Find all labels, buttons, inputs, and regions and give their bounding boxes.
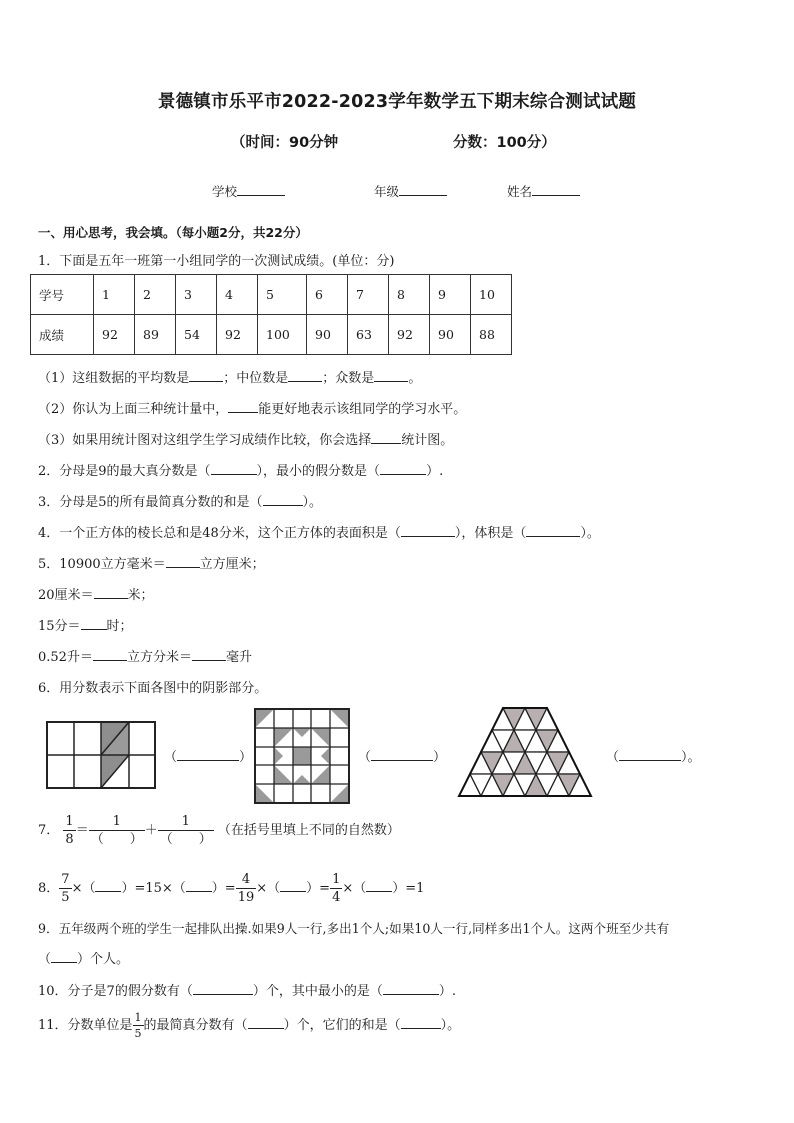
table-cell: 8 [389, 275, 430, 315]
table-row [31, 315, 512, 355]
table-cell: 6 [307, 275, 348, 315]
grade-blank[interactable] [399, 183, 447, 196]
answer-blank[interactable] [177, 749, 239, 761]
answer-blank[interactable] [81, 618, 107, 630]
question-5-line-4: 0.52升＝ 立方分米＝ 毫升 [38, 650, 252, 665]
exam-time: （时间：90分钟 [231, 135, 339, 151]
table-cell: 92 [217, 315, 258, 355]
question-5-line-1: 5．10900立方毫米＝ 立方厘米； [38, 557, 265, 572]
question-1-part-2: （2）你认为上面三种统计量中， 能更好地表示该组同学的学习水平。 [38, 402, 467, 417]
school-field [212, 182, 285, 200]
answer-blank[interactable] [383, 983, 439, 995]
question-8: 8． $\frac{7}{5}$ ×（ ）=15×（ ）= $\frac{4}{19}$ ×（ ）= $\frac{1}{4}$ ×（ ）=1 [38, 872, 425, 905]
table-cell: 88 [471, 315, 512, 355]
answer-blank[interactable] [211, 463, 257, 475]
school-blank[interactable] [237, 183, 285, 196]
answer-blank[interactable] [371, 749, 433, 761]
answer-blank[interactable] [186, 880, 212, 892]
table-cell: 5 [258, 275, 307, 315]
table-cell: 90 [430, 315, 471, 355]
answer-blank[interactable] [248, 1017, 284, 1029]
question-9-line-2: （ ）个人。 [38, 952, 130, 967]
answer-blank[interactable] [228, 401, 258, 413]
table-cell: 2 [135, 275, 176, 315]
question-4: 4．一个正方体的棱长总和是48分米，这个正方体的表面积是（ ），体积是（ ）。 [38, 526, 600, 541]
figure-1-answer: （ ） [164, 750, 253, 765]
question-5-line-3: 15分＝ 时； [38, 619, 133, 634]
question-1-part-1: （1）这组数据的平均数是 ；中位数是 ；众数是 。 [38, 371, 422, 386]
table-cell: 4 [217, 275, 258, 315]
table-cell: 89 [135, 315, 176, 355]
answer-blank[interactable] [619, 749, 681, 761]
answer-blank[interactable] [93, 649, 127, 661]
name-blank[interactable] [532, 183, 580, 196]
fraction: $\frac{1}{4}$ [332, 872, 341, 905]
answer-blank[interactable] [280, 880, 306, 892]
fraction: $\frac{1}{5}$ [134, 1011, 142, 1040]
table-cell: 100 [258, 315, 307, 355]
figure-square-grid [253, 707, 351, 805]
table-cell: 92 [389, 315, 430, 355]
table-cell: 63 [348, 315, 389, 355]
name-field [507, 182, 580, 200]
row-label: 学号 [31, 275, 94, 315]
answer-blank[interactable] [166, 556, 200, 568]
table-cell: 9 [430, 275, 471, 315]
name-label: 姓名 [507, 184, 533, 199]
row-label: 成绩 [31, 315, 94, 355]
table-cell: 1 [94, 275, 135, 315]
fraction: $\frac{7}{5}$ [61, 872, 70, 905]
exam-score: 分数：100分） [453, 135, 556, 151]
question-6-stem: 6．用分数表示下面各图中的阴影部分。 [38, 681, 268, 696]
table-cell: 3 [176, 275, 217, 315]
table-cell: 54 [176, 315, 217, 355]
fraction: $\frac{4}{19}$ [237, 872, 255, 905]
question-5-line-2: 20厘米＝ 米； [38, 588, 154, 603]
answer-blank[interactable] [401, 525, 455, 537]
section-heading: 一、用心思考，我会填。（每小题2分，共22分） [38, 225, 308, 240]
school-label: 学校 [212, 184, 238, 199]
answer-blank[interactable] [189, 370, 223, 382]
question-1-part-3: （3）如果用统计图对这组学生学习成绩作比较，你会选择 统计图。 [38, 433, 454, 448]
question-10: 10．分子是7的假分数有（ ）个，其中最小的是（ ）. [38, 984, 456, 999]
question-1-stem: 1．下面是五年一班第一小组同学的一次测试成绩。(单位：分) [38, 254, 395, 269]
grade-label: 年级 [374, 184, 400, 199]
answer-blank[interactable] [263, 494, 303, 506]
figure-2-answer: （ ） [358, 750, 447, 765]
answer-blank[interactable] [366, 880, 392, 892]
answer-blank[interactable] [288, 370, 322, 382]
table-row [31, 275, 512, 315]
answer-blank[interactable] [374, 370, 408, 382]
table-cell: 92 [94, 315, 135, 355]
answer-blank[interactable] [51, 951, 77, 963]
answer-blank[interactable] [192, 649, 226, 661]
table-cell: 7 [348, 275, 389, 315]
grade-field [374, 182, 447, 200]
answer-blank[interactable] [94, 587, 128, 599]
fraction[interactable]: $\frac{1}{( )}$ [159, 814, 212, 847]
table-cell: 10 [471, 275, 512, 315]
page-title: 景德镇市乐平市2022-2023学年数学五下期末综合测试试题 [157, 92, 637, 112]
question-9-line-1: 9．五年级两个班的学生一起排队出操.如果9人一行,多出1个人;如果10人一行,同样多出1个人。这两个班至少共有 [38, 921, 670, 936]
figure-rectangle-grid [45, 720, 157, 790]
answer-blank[interactable] [193, 983, 253, 995]
answer-blank[interactable] [95, 880, 121, 892]
question-3: 3．分母是5的所有最简真分数的和是（ ）。 [38, 495, 323, 510]
question-11: 11．分数单位是 $\frac{1}{5}$ 的最简真分数有（ ）个，它们的和是（ ）。 [38, 1011, 461, 1040]
score-table [30, 274, 512, 355]
table-cell: 90 [307, 315, 348, 355]
figure-3-answer: （ ）。 [606, 750, 701, 765]
answer-blank[interactable] [526, 525, 580, 537]
question-2: 2．分母是9的最大真分数是（ ），最小的假分数是（ ）. [38, 464, 444, 479]
fraction[interactable]: $\frac{1}{( )}$ [90, 814, 143, 847]
answer-blank[interactable] [401, 1017, 441, 1029]
figure-triangle-trapezoid [445, 705, 605, 800]
answer-blank[interactable] [371, 432, 401, 444]
question-7: 7． $\frac{1}{8}$ ＝ $\frac{1}{( )}$ ＋ $\frac{1}{( )}$ （在括号里填上不同的自然数） [38, 814, 400, 847]
fraction: $\frac{1}{8}$ [65, 814, 74, 847]
answer-blank[interactable] [380, 463, 426, 475]
